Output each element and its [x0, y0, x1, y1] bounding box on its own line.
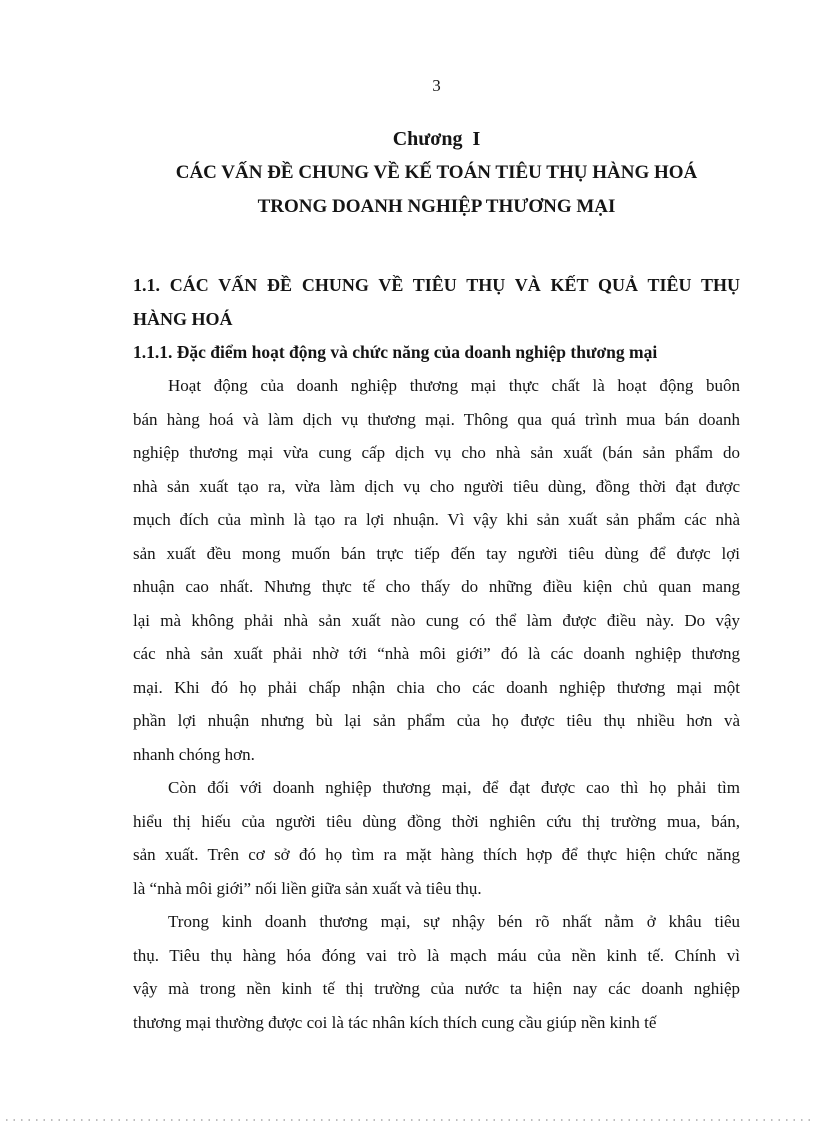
paragraph-line: nhanh chóng hơn.	[133, 744, 255, 764]
paragraph-line: mụch đích của mình là tạo ra lợi nhuận. Vì vậy khi sản xuất sản phẩm các nhà	[133, 510, 740, 529]
section-1-1-heading-line-1: 1.1. CÁC VẤN ĐỀ CHUNG VỀ TIÊU THỤ VÀ KẾT QUẢ TIÊU THỤ	[133, 275, 740, 295]
paragraph-line: hiểu thị hiếu của người tiêu dùng đồng thời nghiên cứu thị trường mua, bán,	[133, 811, 740, 831]
paragraph	[133, 369, 740, 771]
chapter-heading: Chương I	[392, 128, 481, 150]
paragraph	[133, 771, 740, 905]
paragraph-line: bán hàng hoá và làm dịch vụ thương mại. Thông qua quá trình mua bán doanh	[133, 409, 740, 429]
paragraph-line: thụ. Tiêu thụ hàng hóa đóng vai trò là mạch máu của nền kinh tế. Chính vì	[133, 945, 740, 965]
document-title-line-2: TRONG DOANH NGHIỆP THƯƠNG MẠI	[257, 195, 616, 217]
paragraph-line: nhuận cao nhất. Nhưng thực tế cho thấy do những điều kiện chủ quan mang	[133, 577, 740, 596]
paragraph-line: phần lợi nhuận nhưng bù lại sản phẩm của họ được tiêu thụ nhiều hơn và	[133, 711, 740, 730]
body-text	[133, 369, 740, 1039]
paragraph-line: thương mại thường được coi là tác nhân kích thích cung cầu giúp nền kinh tế	[133, 1012, 657, 1032]
paragraph-line: các nhà sản xuất phải nhờ tới “nhà môi giới” đó là các doanh nghiệp thương	[133, 644, 740, 663]
paragraph-line: Trong kinh doanh thương mại, sự nhậy bén rõ nhất nằm ở khâu tiêu	[168, 912, 740, 931]
text-block	[133, 0, 740, 1039]
paragraph-line: vậy mà trong nền kinh tế thị trường của nước ta hiện nay các doanh nghiệp	[133, 979, 740, 998]
paragraph-line: nghiệp thương mại vừa cung cấp dịch vụ cho nhà sản xuất (bán sản phẩm do	[133, 443, 740, 462]
paragraph-line: nhà sản xuất tạo ra, vừa làm dịch vụ cho người tiêu dùng, đồng thời đạt được	[133, 476, 740, 496]
section-1-1-heading-line-2: HÀNG HOÁ	[133, 309, 233, 329]
paragraph-line: Hoạt động của doanh nghiệp thương mại thực chất là hoạt động buôn	[168, 376, 740, 395]
paragraph-line: sản xuất đều mong muốn bán trực tiếp đến tay người tiêu dùng để được lợi	[133, 543, 740, 563]
section-1-1-1-heading: 1.1.1. Đặc điểm hoạt động và chức năng của doanh nghiệp thương mại	[133, 342, 658, 362]
paragraph-line: mại. Khi đó họ phải chấp nhận chia cho các doanh nghiệp thương mại một	[133, 677, 740, 697]
paragraph	[133, 905, 740, 1039]
paragraph-line: sản xuất. Trên cơ sở đó họ tìm ra mặt hàng thích hợp để thực hiện chức năng	[133, 845, 740, 864]
paragraph-line: là “nhà môi giới” nối liền giữa sản xuất và tiêu thụ.	[133, 878, 482, 898]
paragraph-line: Còn đối với doanh nghiệp thương mại, để đạt được cao thì họ phải tìm	[168, 778, 740, 797]
section-1-1-heading	[133, 268, 740, 336]
page-number: 3	[432, 76, 441, 95]
document-title-line-1: CÁC VẤN ĐỀ CHUNG VỀ KẾ TOÁN TIÊU THỤ HÀNG HOÁ	[175, 162, 698, 183]
paragraph-line: lại mà không phải nhà sản xuất nào cung có thể làm được điều này. Do vậy	[133, 610, 740, 630]
page-bottom-dotted-border	[6, 1119, 810, 1121]
